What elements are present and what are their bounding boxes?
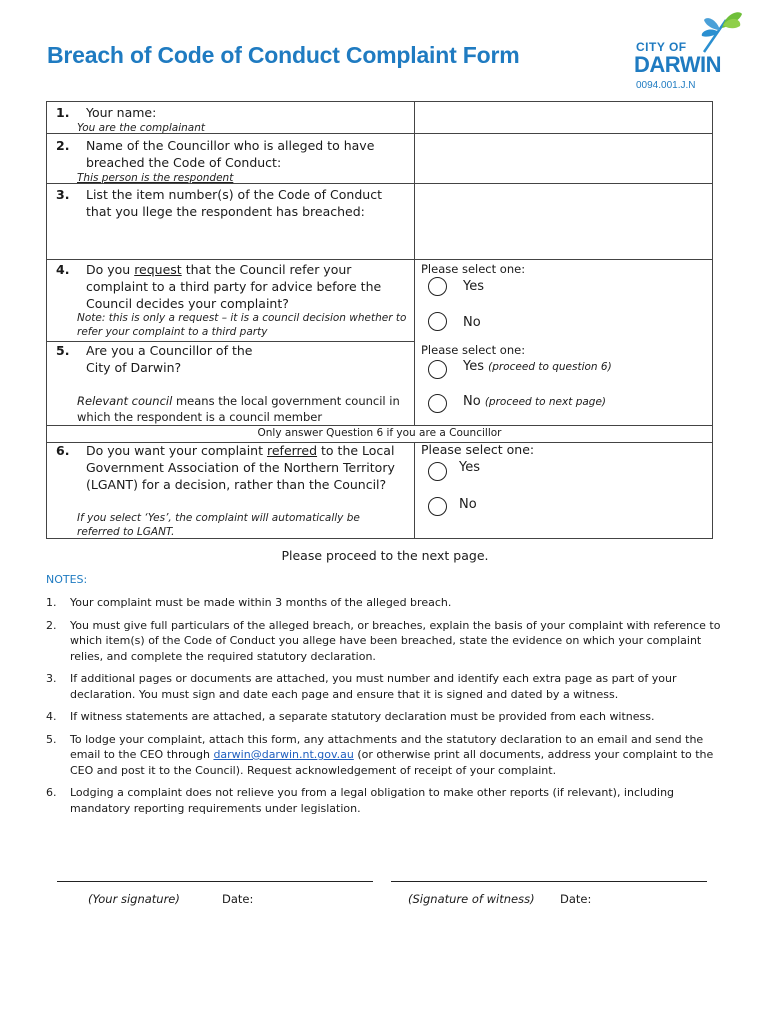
your-signature-line[interactable] — [57, 881, 373, 882]
notes-heading: NOTES: — [46, 573, 88, 586]
your-signature-label: (Your signature) — [88, 892, 180, 906]
q5-yes-radio[interactable] — [428, 360, 447, 379]
date-label: Date: — [222, 892, 254, 906]
logo-city-text: CITY OF — [636, 40, 687, 54]
note-item: 1. Your complaint must be made within 3 months of the alleged breach. — [46, 596, 452, 609]
question-note: Note: this is only a request – it is a council decision whether to refer your complaint to a third party — [77, 312, 407, 338]
question-text: Do you request that the Council refer your complaint to a third party for advice before the Council decides your complaint? — [86, 262, 382, 311]
items-breached-answer-field[interactable] — [415, 184, 713, 259]
q5-no-radio[interactable] — [428, 394, 447, 413]
question-note: You are the complainant — [77, 122, 206, 134]
column-divider — [414, 442, 415, 539]
notes-list — [46, 595, 726, 823]
note-item: 2. You must give full particulars of the alleged breach, or breaches, explain the basis of your complaint with reference to which item(s) of the Code of Conduct you allege have been breached, state the evidence on which your complaint relies, and complete the required statutory declaration. — [46, 618, 721, 663]
select-one-label: Please select one: — [421, 442, 535, 457]
row-divider — [47, 259, 712, 260]
note-item: 4. If witness statements are attached, a separate statutory declaration must be provided from each witness. — [46, 710, 655, 723]
question-number: 3. — [56, 187, 70, 202]
note-item: 5. To lodge your complaint, attach this form, any attachments and the statutory declaration to an email and send the email to the CEO through darwin@darwin.nt.gov.au (or otherwise print all documents, address your complaint to the CEO and post it to the Council). Request acknowledgement of receipt of your complaint. — [46, 732, 714, 777]
name-answer-field[interactable] — [415, 102, 713, 133]
select-one-label: Please select one: — [421, 343, 526, 357]
q4-no-label: No — [463, 315, 481, 330]
question-text: List the item number(s) of the Code of Conduct that you llege the respondent has breached: — [86, 187, 382, 219]
q5-no-label: No (proceed to next page) — [463, 394, 607, 409]
page-title: Breach of Code of Conduct Complaint Form — [47, 42, 520, 68]
q6-no-radio[interactable] — [428, 497, 447, 516]
q6-yes-radio[interactable] — [428, 462, 447, 481]
select-one-label: Please select one: — [421, 262, 526, 276]
question-number: 1. — [56, 105, 70, 120]
question-number: 6. — [56, 443, 70, 458]
ceo-email-link[interactable]: darwin@darwin.nt.gov.au — [213, 748, 354, 761]
question-note: Relevant council means the local government council in which the respondent is a council member — [77, 394, 400, 424]
q4-yes-radio[interactable] — [428, 277, 447, 296]
question-number: 4. — [56, 262, 70, 277]
q4-yes-label: Yes — [463, 279, 484, 294]
dragonfly-icon — [696, 8, 746, 56]
date-label: Date: — [560, 892, 592, 906]
question-note: If you select ‘Yes’, the complaint will automatically be referred to LGANT. — [77, 512, 360, 538]
question-text: Your name: — [86, 105, 157, 120]
question-number: 5. — [56, 343, 70, 358]
proceed-note: Please proceed to the next page. — [281, 548, 489, 563]
respondent-answer-field[interactable] — [415, 134, 713, 183]
q4-no-radio[interactable] — [428, 312, 447, 331]
question-text: Are you a Councillor of the City of Darwin? — [86, 343, 253, 375]
only-answer-note: Only answer Question 6 if you are a Councillor — [257, 427, 502, 439]
note-item: 6. Lodging a complaint does not relieve you from a legal obligation to make other reports (if relevant), including mandatory reporting requirements under legislation. — [46, 786, 675, 815]
q6-no-label: No — [459, 497, 477, 512]
note-item: 3. If additional pages or documents are attached, you must number and identify each extra page as part of your declaration. You must sign and date each page and ensure that it is signed and dated by a witness. — [46, 672, 677, 701]
question-note: This person is the respondent — [77, 172, 234, 184]
logo-darwin-text: DARWIN — [634, 52, 722, 77]
complaint-form-table — [46, 101, 713, 539]
question-text: Do you want your complaint referred to the Local Government Association of the Northern Territory (LGANT) for a decision, rather than the Council? — [86, 443, 395, 492]
form-code: 0094.001.J.N — [636, 80, 696, 91]
q5-yes-label: Yes (proceed to question 6) — [463, 359, 612, 374]
witness-signature-label: (Signature of witness) — [408, 892, 535, 906]
question-number: 2. — [56, 138, 70, 153]
city-of-darwin-logo — [636, 8, 746, 98]
row-divider — [47, 425, 712, 426]
q6-yes-label: Yes — [459, 460, 480, 475]
question-text: Name of the Councillor who is alleged to have breached the Code of Conduct: — [86, 138, 375, 170]
witness-signature-line[interactable] — [391, 881, 707, 882]
